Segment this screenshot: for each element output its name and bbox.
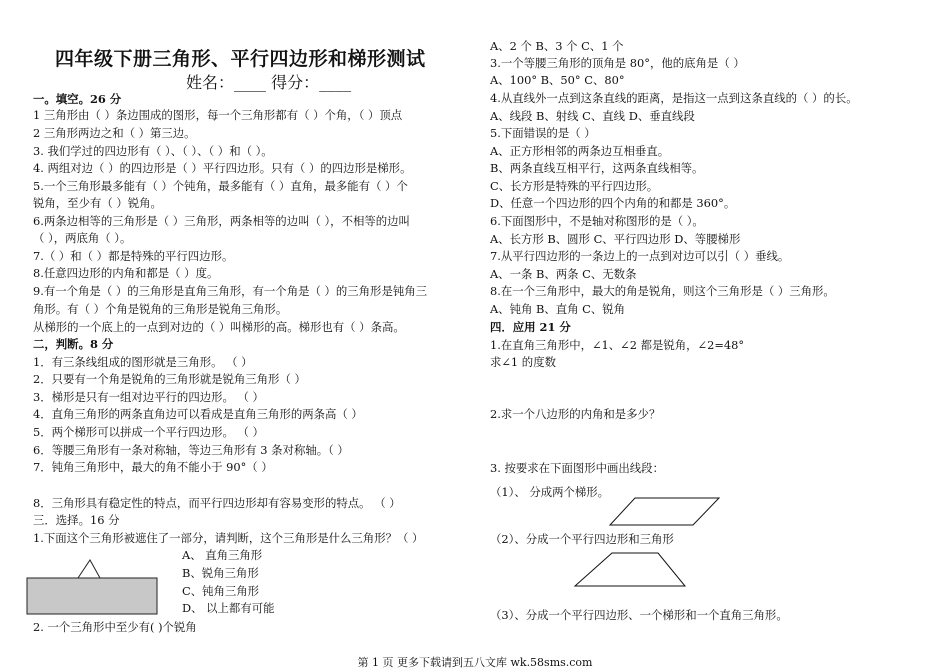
choice-option: A、 直角三角形 — [182, 548, 263, 562]
application-q3-part2: （2）、分成一个平行四边形和三角形 — [490, 532, 674, 546]
application-q1-line2: 求∠1 的度数 — [490, 355, 556, 369]
choice-line: A、正方形相邻的两条边互相垂直。 — [490, 144, 670, 158]
choice-option: C、钝角三角形 — [182, 584, 260, 598]
section-4-heading: 四．应用 21 分 — [490, 320, 571, 334]
choice-option: B、锐角三角形 — [182, 566, 259, 580]
choice-line: 3.一个等腰三角形的顶角是 80°，他的底角是（ ） — [490, 56, 745, 70]
fill-blank-line: 8.任意四边形的内角和都是（ ）度。 — [33, 266, 219, 280]
choice-line: A、100° B、50° C、80° — [490, 73, 625, 87]
page-title: 四年级下册三角形、平行四边形和梯形测试 — [55, 48, 426, 70]
choice-line: 4.从直线外一点到这条直线的距离，是指这一点到这条直线的（ ）的长。 — [490, 91, 858, 105]
name-score-line: 姓名：____ 得分：____ — [186, 73, 352, 92]
true-false-line: 8．三角形具有稳定性的特点，而平行四边形却有容易变形的特点。 （ ） — [33, 496, 401, 510]
fill-blank-line: 7.（ ）和（ ）都是特殊的平行四边形。 — [33, 249, 234, 263]
application-q3: 3. 按要求在下面图形中画出线段： — [490, 461, 664, 475]
application-q1-line1: 1.在直角三角形中，∠1、∠2 都是锐角，∠2=48° — [490, 338, 745, 352]
choice-line: A、长方形 B、圆形 C、平行四边形 D、等腰梯形 — [490, 232, 741, 246]
choice-line: 7.从平行四边形的一条边上的一点到对边可以引（ ）垂线。 — [490, 249, 790, 263]
choice-line: A、钝角 B、直角 C、锐角 — [490, 302, 626, 316]
choice-line: 8.在一个三角形中，最大的角是锐角，则这个三角形是（ ）三角形。 — [490, 284, 835, 298]
application-q2: 2.求一个八边形的内角和是多少？ — [490, 407, 661, 421]
section-1-heading: 一。填空。26 分 — [33, 92, 122, 106]
page-footer: 第 1 页 更多下载请到五八文库 wk.58sms.com — [357, 656, 593, 669]
parallelogram-figure — [607, 496, 723, 528]
section-3-heading: 三．选择。16 分 — [33, 513, 120, 527]
choice-line: D、任意一个四边形的四个内角的和都是 360°。 — [490, 196, 736, 210]
choice-line: B、两条直线互相平行，这两条直线相等。 — [490, 161, 704, 175]
fill-blank-line: 2 三角形两边之和（ ）第三边。 — [33, 126, 196, 140]
fill-blank-line: 从梯形的一个底上的一点到对边的（ ）叫梯形的高。梯形也有（ ）条高。 — [33, 320, 405, 334]
triangle-visible-tip — [78, 560, 100, 578]
true-false-line: 3．梯形是只有一组对边平行的四边形。 （ ） — [33, 390, 264, 404]
choice-option: D、 以上都有可能 — [182, 601, 275, 615]
choice-line: A、2 个 B、3 个 C、1 个 — [490, 39, 624, 53]
fill-blank-line: 5.一个三角形最多能有（ ）个钝角，最多能有（ ）直角，最多能有（ ）个 — [33, 179, 408, 193]
true-false-line: 6．等腰三角形有一条对称轴，等边三角形有 3 条对称轴。（ ） — [33, 443, 349, 457]
true-false-line: 7．钝角三角形中，最大的角不能小于 90°（ ） — [33, 460, 273, 474]
covered-triangle-figure — [26, 558, 160, 616]
application-q3-part1: （1）、 分成两个梯形。 — [490, 485, 610, 499]
choice-line: 5.下面错误的是（ ） — [490, 126, 596, 140]
choice-line: A、一条 B、两条 C、无数条 — [490, 267, 637, 281]
true-false-line: 1．有三条线组成的图形就是三角形。 （ ） — [33, 355, 253, 369]
fill-blank-line: 9.有一个角是（ ）的三角形是直角三角形，有一个角是（ ）的三角形是钝角三 — [33, 284, 428, 298]
choice-line: A、线段 B、射线 C、直线 D、垂直线段 — [490, 109, 695, 123]
fill-blank-line: 4. 两组对边（ ）的四边形是（ ）平行四边形。只有（ ）的四边形是梯形。 — [33, 161, 412, 175]
fill-blank-line: 1 三角形由（ ）条边围成的图形，每一个三角形都有（ ）个角，（ ）顶点 — [33, 108, 403, 122]
choice-line: 6.下面图形中，不是轴对称图形的是（ ）。 — [490, 214, 704, 228]
fill-blank-line: （ ），两底角（ ）。 — [33, 231, 132, 245]
true-false-line: 2．只要有一个角是锐角的三角形就是锐角三角形（ ） — [33, 372, 306, 386]
choice-question-2: 2. 一个三角形中至少有( )个锐角 — [33, 620, 197, 634]
choice-line: C、长方形是特殊的平行四边形。 — [490, 179, 659, 193]
fill-blank-line: 6.两条边相等的三角形是（ ）三角形，两条相等的边叫（ ），不相等的边叫 — [33, 214, 410, 228]
trapezoid-figure — [572, 550, 688, 590]
true-false-line: 4．直角三角形的两条直角边可以看成是直角三角形的两条高（ ） — [33, 407, 363, 421]
fill-blank-line: 角形。有（ ）个角是锐角的三角形是锐角三角形。 — [33, 302, 288, 316]
fill-blank-line: 3. 我们学过的四边形有（ ）、（ ）、（ ）和（ ）。 — [33, 144, 273, 158]
choice-question-1: 1.下面这个三角形被遮住了一部分，请判断，这个三角形是什么三角形？（ ） — [33, 531, 424, 545]
true-false-line: 5．两个梯形可以拼成一个平行四边形。 （ ） — [33, 425, 264, 439]
application-q3-part3: （3）、分成一个平行四边形、一个梯形和一个直角三角形。 — [490, 608, 788, 622]
section-2-heading: 二，判断。8 分 — [33, 337, 114, 351]
covering-rectangle — [27, 578, 157, 614]
fill-blank-line: 锐角，至少有（ ）锐角。 — [33, 196, 162, 210]
